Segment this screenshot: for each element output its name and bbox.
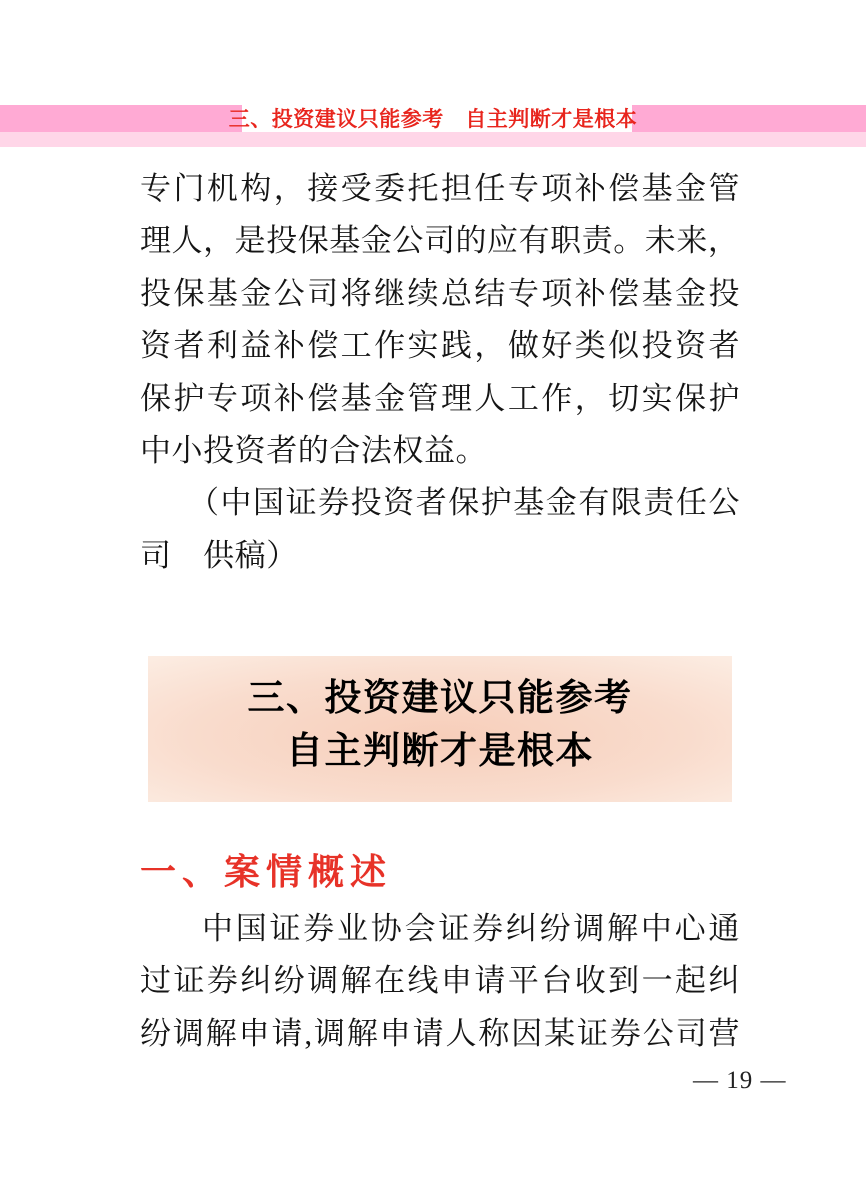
- body-line: 纷调解申请,调解申请人称因某证券公司营: [140, 1015, 740, 1051]
- paragraph-2: [140, 903, 740, 1060]
- section-title-block: [148, 656, 732, 802]
- section-heading: 一、案情概述: [140, 851, 393, 892]
- body-line: 专门机构，接受委托担任专项补偿基金管: [140, 171, 740, 206]
- body-line: 投保基金公司将继续总结专项补偿基金投: [140, 275, 740, 311]
- body-line: 资者利益补偿工作实践，做好类似投资者: [140, 328, 740, 364]
- paragraph-1: [140, 163, 740, 582]
- body-line: 理人，是投保基金公司的应有职责。未来，: [140, 223, 740, 259]
- attribution-line: （中国证券投资者保护基金有限责任公: [188, 485, 740, 521]
- body-line: 中国证券业协会证券纠纷调解中心通: [202, 911, 740, 946]
- body-line: 中小投资者的合法权益。: [140, 432, 488, 468]
- body-line: 保护专项补偿基金管理人工作，切实保护: [140, 380, 740, 416]
- section-title-line-2: 自主判断才是根本: [286, 731, 594, 772]
- running-header-title: 三、投资建议只能参考 自主判断才是根本: [228, 108, 638, 131]
- section-title-line-1: 三、投资建议只能参考: [247, 678, 633, 719]
- page-number: — 19 —: [693, 1067, 787, 1094]
- body-line: 过证券纠纷调解在线申请平台收到一起纠: [140, 963, 740, 999]
- attribution-line: 司 供稿）: [140, 537, 298, 573]
